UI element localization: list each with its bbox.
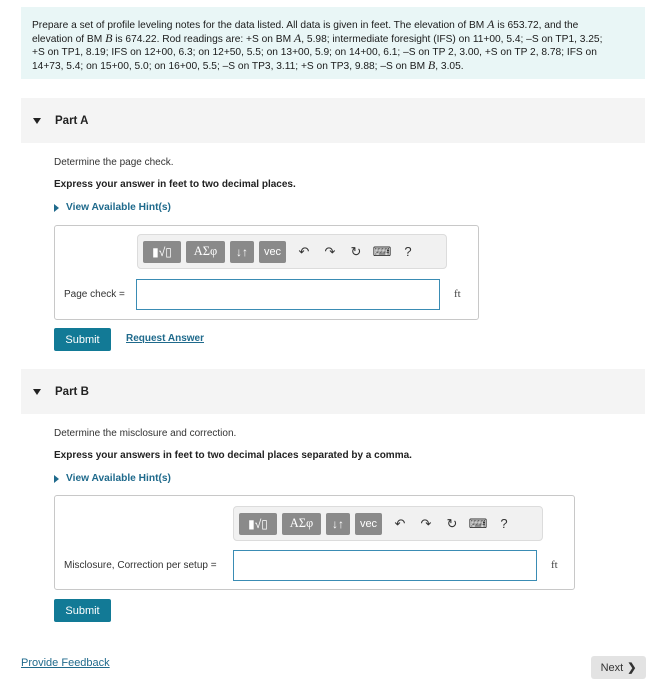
- chevron-right-icon: ❯: [627, 662, 637, 674]
- redo-icon[interactable]: ↷: [324, 243, 336, 259]
- hint-label: View Available Hint(s): [66, 202, 171, 213]
- collapse-caret-icon[interactable]: [33, 389, 41, 395]
- templates-button[interactable]: [239, 513, 277, 535]
- page-check-label: Page check =: [64, 289, 125, 300]
- part-a-hint-toggle[interactable]: [54, 202, 171, 213]
- symbols-button[interactable]: ΑΣφ: [282, 513, 321, 535]
- keyboard-icon[interactable]: ⌨: [468, 515, 488, 531]
- templates-icon: ▮√▯: [248, 516, 268, 531]
- expand-triangle-icon: [54, 475, 59, 483]
- problem-line-3: +S on TP1, 8.19; IFS on 12+00, 6.3; on 12+50, 5.5; on 13+00, 5.9; on 14+00, 6.1; –S on TP 2, 3.00, +S on TP 2, 8.78; IFS on: [32, 47, 597, 58]
- part-b-format: Express your answers in feet to two decimal places separated by a comma.: [54, 450, 412, 461]
- unit-label: ft: [454, 288, 461, 300]
- misclosure-label: Misclosure, Correction per setup =: [64, 560, 217, 571]
- unit-label: ft: [551, 559, 558, 571]
- part-a-submit-button[interactable]: Submit: [54, 328, 111, 351]
- part-a-title: Part A: [55, 114, 89, 127]
- part-b-answer-box: [54, 495, 575, 590]
- problem-line-4: 14+73, 5.4; on 15+00, 5.0; on 16+00, 5.5; –S on TP3, 3.11; +S on TP3, 9.88; –S on BM B, 3.05.: [32, 58, 464, 72]
- undo-icon[interactable]: ↶: [298, 243, 310, 259]
- hint-label: View Available Hint(s): [66, 473, 171, 484]
- undo-icon[interactable]: ↶: [394, 515, 406, 531]
- math-toolbar: [137, 234, 447, 269]
- templates-button[interactable]: [143, 241, 181, 263]
- request-answer-link[interactable]: Request Answer: [126, 333, 204, 344]
- part-a-format: Express your answer in feet to two decimal places.: [54, 179, 296, 190]
- math-toolbar: [233, 506, 543, 541]
- provide-feedback-link[interactable]: Provide Feedback: [21, 657, 110, 669]
- part-b-header[interactable]: [21, 369, 645, 414]
- expand-triangle-icon: [54, 204, 59, 212]
- part-b-hint-toggle[interactable]: [54, 473, 171, 484]
- problem-line-2: elevation of BM B is 674.22. Rod readings are: +S on BM A, 5.98; intermediate foresight (IFS) on 11+00, 5.4; –S on TP1, 3.25;: [32, 31, 603, 45]
- part-a-header[interactable]: [21, 98, 645, 143]
- problem-line-1: Prepare a set of profile leveling notes for the data listed. All data is given in feet. The elevation of BM A is 653.72, and the: [32, 17, 579, 31]
- vector-button[interactable]: vec: [355, 513, 382, 535]
- part-b-instruction: Determine the misclosure and correction.: [54, 428, 237, 439]
- page-check-input[interactable]: [136, 279, 440, 310]
- arrows-button[interactable]: ↓↑: [230, 241, 254, 263]
- redo-icon[interactable]: ↷: [420, 515, 432, 531]
- keyboard-icon[interactable]: ⌨: [372, 243, 392, 259]
- part-b-title: Part B: [55, 385, 89, 398]
- next-label: Next: [600, 661, 624, 674]
- reset-icon[interactable]: ↻: [350, 243, 362, 259]
- reset-icon[interactable]: ↻: [446, 515, 458, 531]
- help-icon[interactable]: ?: [404, 244, 412, 259]
- collapse-caret-icon[interactable]: [33, 118, 41, 124]
- part-a-instruction: Determine the page check.: [54, 157, 174, 168]
- part-a-answer-box: [54, 225, 479, 320]
- symbols-button[interactable]: ΑΣφ: [186, 241, 225, 263]
- help-icon[interactable]: ?: [500, 516, 508, 531]
- arrows-button[interactable]: ↓↑: [326, 513, 350, 535]
- vector-button[interactable]: vec: [259, 241, 286, 263]
- next-button[interactable]: [591, 656, 646, 679]
- misclosure-input[interactable]: [233, 550, 537, 581]
- templates-icon: ▮√▯: [152, 244, 172, 259]
- problem-statement: [21, 7, 645, 79]
- part-b-submit-button[interactable]: Submit: [54, 599, 111, 622]
